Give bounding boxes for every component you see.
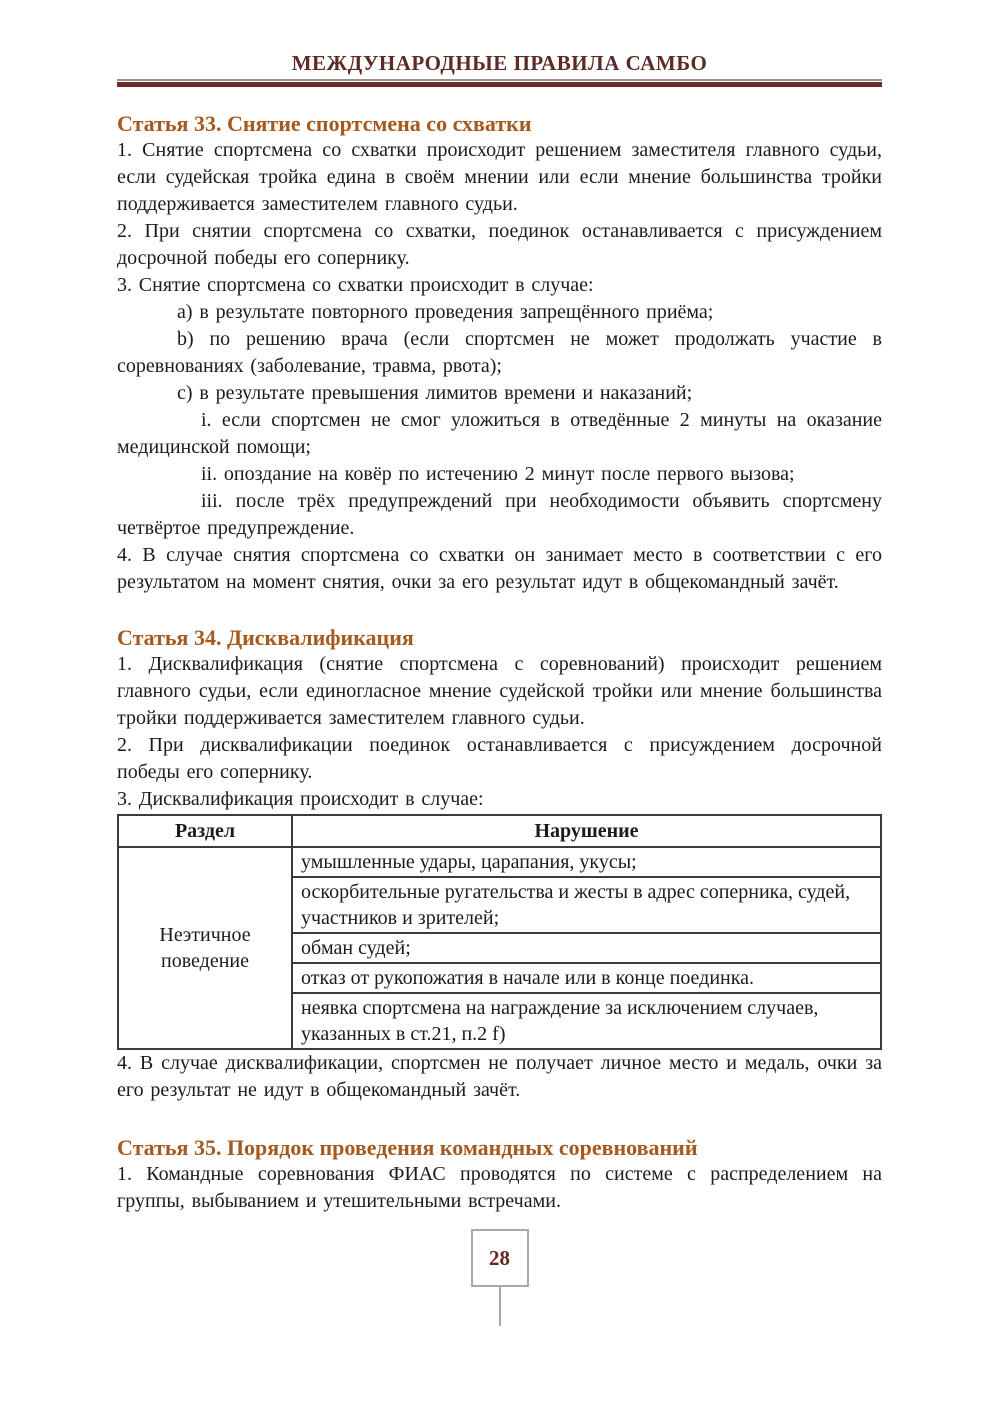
table-section-label: Неэтичное поведение [118, 847, 292, 1049]
article-33-paragraph-3: 3. Снятие спортсмена со схватки происходит в случае: [117, 274, 594, 296]
article-33-item-b: b) по решению врача (если спортсмен не может продолжать участие в соревнованиях (заболевание, травма, рвота); [117, 328, 882, 377]
article-34-paragraph-3: 3. Дисквалификация происходит в случае: [117, 788, 484, 810]
document-header-title: МЕЖДУНАРОДНЫЕ ПРАВИЛА САМБО [291, 51, 708, 75]
page-number-box [471, 1229, 529, 1287]
article-35-paragraph-1: 1. Командные соревнования ФИАС проводятся по системе с распределением на группы, выбыванием и утешительными встречами. [117, 1163, 882, 1212]
table-header-section: Раздел [118, 815, 292, 847]
table-header-row [118, 815, 881, 847]
violation-cell-2: оскорбительные ругательства и жесты в адрес соперника, судей, участников и зрителей; [292, 877, 881, 933]
header-rule-thin-line [117, 79, 882, 81]
article-34-heading: Статья 34. Дисквалификация [117, 625, 414, 650]
article-33-item-a: a) в результате повторного проведения запрещённого приёма; [177, 301, 714, 323]
article-33-paragraph-2: 2. При снятии спортсмена со схватки, поединок останавливается с присуждением досрочной победы его сопернику. [117, 220, 882, 269]
article-33-item-iii: iii. после трёх предупреждений при необходимости объявить спортсмену четвёртое предупреждение. [117, 490, 882, 539]
violation-cell-4: отказ от рукопожатия в начале или в конце поединка. [292, 963, 881, 993]
article-33-paragraph-1: 1. Снятие спортсмена со схватки происходит решением заместителя главного судьи, если судейская тройка едина в своём мнении или если мнение большинства тройки поддерживается заместителем главного судьи. [117, 139, 882, 215]
violation-cell-3: обман судей; [292, 933, 881, 963]
article-33-item-i: i. если спортсмен не смог уложиться в отведённые 2 минуты на оказание медицинской помощи; [117, 409, 882, 458]
article-33-paragraph-4: 4. В случае снятия спортсмена со схватки он занимает место в соответствии с его результатом на момент снятия, очки за его результат идут в общекомандный зачёт. [117, 544, 882, 593]
header-rule [117, 79, 882, 87]
article-34-paragraph-4: 4. В случае дисквалификации, спортсмен не получает личное место и медаль, очки за его результат не идут в общекомандный зачёт. [117, 1052, 882, 1101]
table-row [118, 847, 881, 877]
table-header-violation: Нарушение [292, 815, 881, 847]
footer-vertical-line [499, 1287, 501, 1326]
header-rule-thick-line [117, 82, 882, 87]
article-34-paragraph-2: 2. При дисквалификации поединок останавливается с присуждением досрочной победы его сопернику. [117, 734, 882, 783]
disqualification-table [117, 814, 882, 1050]
article-33-heading: Статья 33. Снятие спортсмена со схватки [117, 111, 532, 136]
violation-cell-5: неявка спортсмена на награждение за исключением случаев, указанных в ст.21, п.2 f) [292, 993, 881, 1049]
violation-cell-1: умышленные удары, царапания, укусы; [292, 847, 881, 877]
article-33-item-c: c) в результате превышения лимитов времени и наказаний; [177, 382, 693, 404]
article-33-item-ii: ii. опоздание на ковёр по истечению 2 минут после первого вызова; [201, 463, 795, 485]
article-35-heading: Статья 35. Порядок проведения командных соревнований [117, 1135, 698, 1160]
article-34-paragraph-1: 1. Дисквалификация (снятие спортсмена с соревнований) происходит решением главного судьи, если единогласное мнение судейской тройки или мнение большинства тройки поддерживается заместителем главного судьи. [117, 653, 882, 729]
page-number: 28 [489, 1245, 510, 1270]
